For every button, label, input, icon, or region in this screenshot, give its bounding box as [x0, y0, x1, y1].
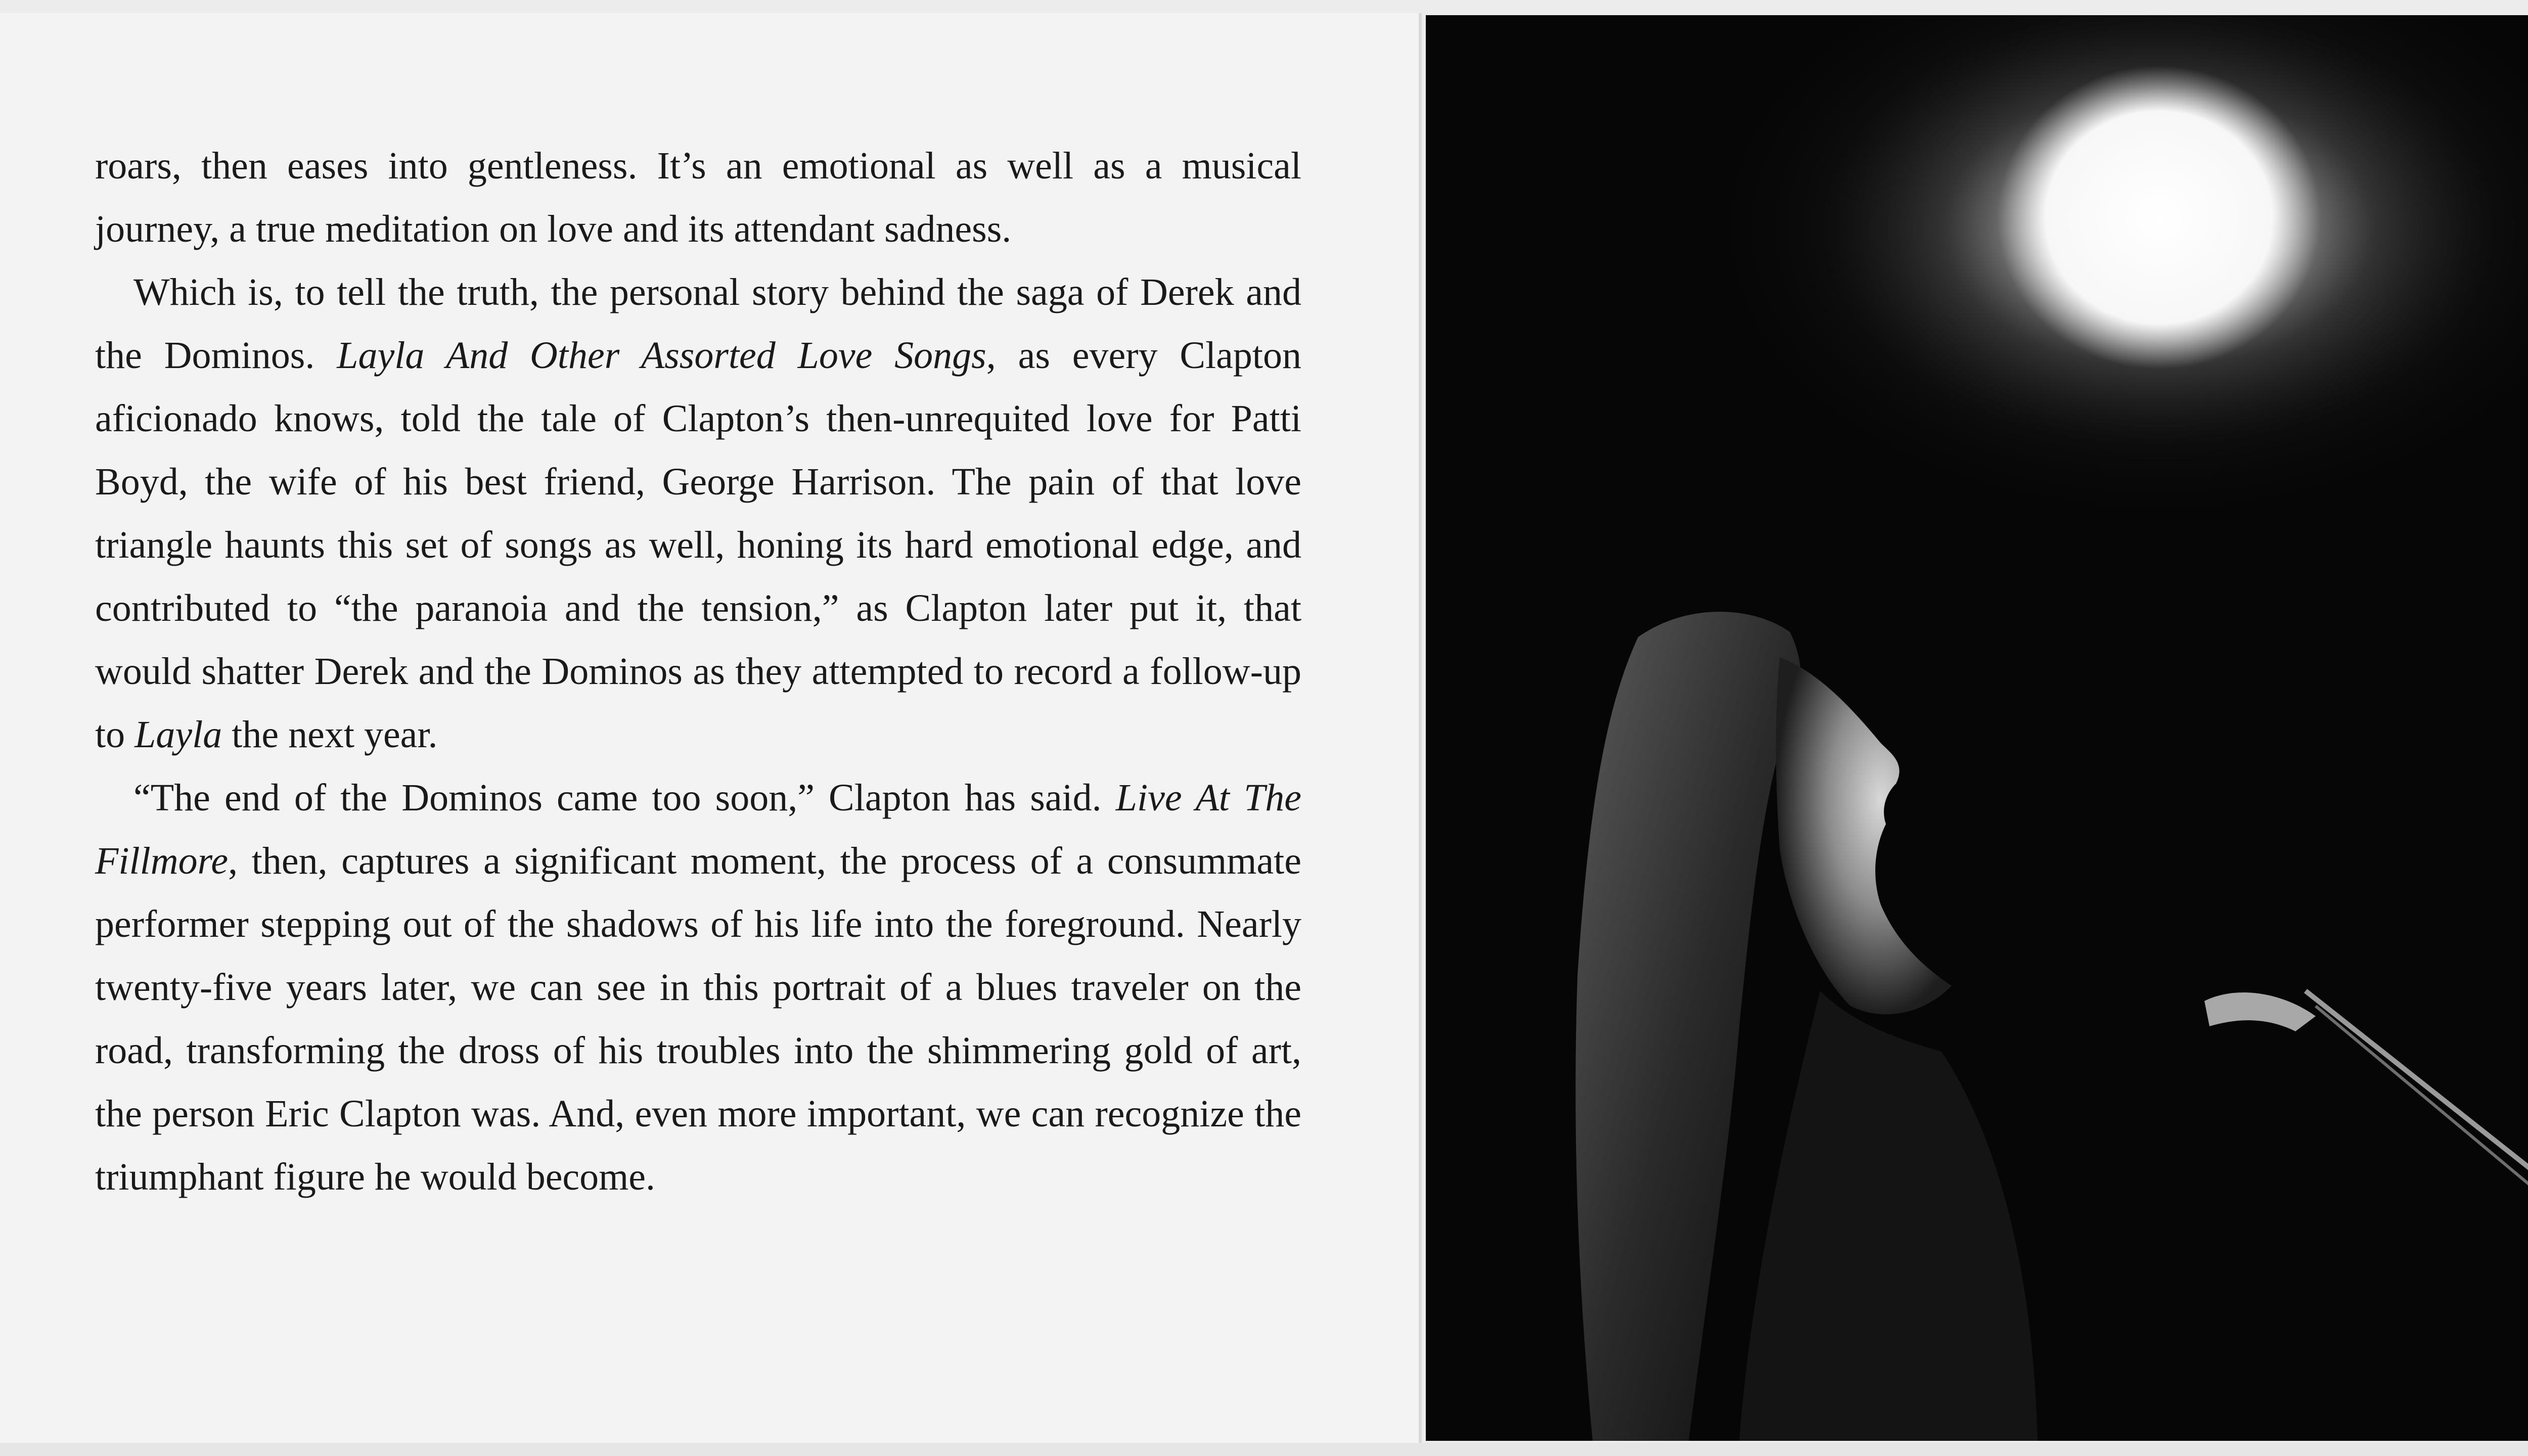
paragraph-1-text: roars, then eases into gentleness. It’s an emotional as well as a musical journey, a true meditation on love and its attendant sadness.: [95, 145, 1301, 250]
paragraph-2-text-a: Which is, to tell the truth, the personal story behind the saga of Derek and the Dominos.: [95, 271, 1301, 377]
paragraph-2-text-c: the next year.: [222, 713, 438, 756]
right-page: [1426, 15, 2528, 1441]
paragraph-3-text-a: “The end of the Dominos came too soon,” Clapton has said.: [133, 777, 1116, 819]
paragraph-3-text-b: , then, captures a significant moment, the process of a consummate performer stepping out of the shadows of his life into the foreground. Nearly twenty-five years later, we can see in this portrait of a blues traveler on the road, transforming the dross of his troubles into the shimmering gold of art, the person Eric Clapton was. And, even more important, we can recognize the triumphant figure he would become.: [95, 840, 1301, 1198]
page-bottom-edge: [0, 1443, 2528, 1456]
paragraph-3: [95, 766, 1301, 1209]
body-text: [95, 134, 1301, 1209]
album-title-italic: Layla And Other Assorted Love Songs: [337, 334, 986, 377]
layla-italic: Layla: [134, 713, 222, 756]
live-at-fillmore-italic: Live At The Fillmore: [95, 777, 1302, 882]
paragraph-2-text-b: , as every Clapton aficionado knows, told the tale of Clapton’s then-unrequited love for Patti Boyd, the wife of his best friend, George Harrison. The pain of that love triangle haunts this set of songs as well, honing its hard emotional edge, and contributed to “the paranoia and the tension,” as Clapton later put it, that would shatter Derek and the Dominos as they attempted to record a follow-up to: [95, 334, 1301, 756]
paragraph-1: [95, 134, 1301, 261]
concert-photo: [1426, 15, 2528, 1441]
left-page: [0, 13, 1422, 1443]
paragraph-2: [95, 261, 1301, 766]
